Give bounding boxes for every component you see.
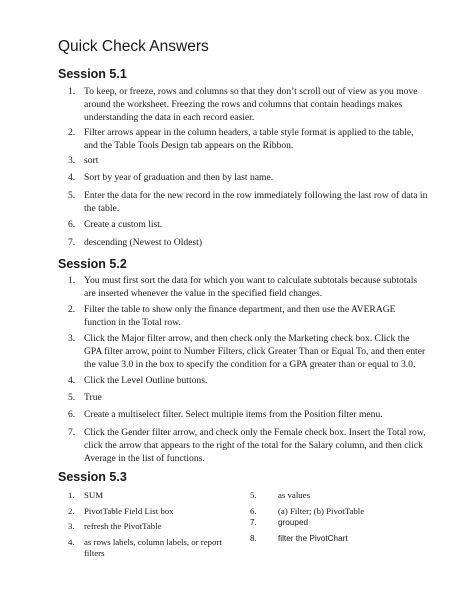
answer-text: grouped (278, 518, 309, 527)
answer-text: Click the Gender filter arrow, and check only the Female check box. Insert the Total row, click the arrow that appears to the right of the total for the Salary column, and then click Average in the list of functions. (84, 427, 426, 464)
section-heading-5-1: Session 5.1 (58, 67, 127, 81)
answer-text: Enter the data for the new record in the row immediately following the last row of data in the table. (84, 190, 428, 214)
answer-number: 3. (68, 333, 76, 344)
answer-text: refresh the PivotTable (84, 521, 162, 531)
answer-item (68, 427, 428, 465)
section-heading-5-3: Session 5.3 (58, 470, 127, 484)
answer-text: SUM (84, 490, 104, 500)
answer-text: sort (84, 155, 99, 166)
answer-number: 8. (250, 534, 257, 543)
answer-number: 7. (68, 237, 76, 248)
answer-item (68, 304, 428, 330)
answer-item (68, 409, 428, 422)
answer-text: True (84, 392, 102, 403)
answer-number: 4. (68, 537, 75, 547)
answer-text: Create a multiselect filter. Select multiple items from the Position filter menu. (84, 409, 383, 420)
answer-text: (a) Filter; (b) PivotTable (278, 506, 365, 516)
answer-item (250, 490, 410, 501)
answer-text: as rows labels, column labels, or report filters (84, 537, 222, 558)
answer-item (68, 190, 428, 216)
answer-item (68, 172, 428, 185)
answer-number: 2. (68, 127, 76, 138)
answer-number: 3. (68, 521, 75, 531)
answer-number: 5. (68, 392, 76, 403)
answer-number: 3. (68, 155, 76, 166)
answer-text: PivotTable Field List box (84, 506, 174, 516)
section-heading-5-2: Session 5.2 (58, 257, 127, 271)
answer-item (250, 517, 410, 528)
answer-text: You must first sort the data for which you want to calculate subtotals because subtotals are inserted whenever the value in the specified field changes. (84, 275, 418, 299)
answer-text: Filter the table to show only the finance department, and then use the AVERAGE function in the Total row. (84, 304, 396, 328)
answer-number: 4. (68, 375, 76, 386)
answer-item (68, 155, 428, 168)
answer-number: 7. (250, 518, 257, 527)
answer-item (68, 275, 428, 301)
answer-number: 5. (68, 190, 76, 201)
answer-text: Sort by year of graduation and then by last name. (84, 172, 274, 183)
answer-number: 4. (68, 172, 76, 183)
answer-item (68, 490, 233, 501)
answer-number: 2. (68, 506, 75, 516)
answer-text: as values (278, 490, 311, 500)
answer-item (68, 333, 428, 371)
answer-number: 6. (250, 506, 257, 516)
answer-number: 6. (68, 409, 76, 420)
answer-item (68, 392, 428, 405)
answer-text: Create a custom list. (84, 219, 163, 230)
answer-number: 1. (68, 490, 75, 500)
answer-text: descending (Newest to Oldest) (84, 237, 203, 248)
answer-item (250, 506, 410, 517)
answer-number: 1. (68, 275, 76, 286)
answer-item (68, 127, 428, 153)
answer-item (68, 219, 428, 232)
answer-text: filter the PivotChart (278, 534, 348, 543)
answer-number: 7. (68, 427, 76, 438)
answer-item (68, 237, 428, 250)
answer-text: Click the Level Outline buttons. (84, 375, 208, 386)
answer-number: 2. (68, 304, 76, 315)
answer-text: To keep, or freeze, rows and columns so that they don’t scroll out of view as you move around the worksheet. Freezing the rows and columns that contain headings makes understanding the data in each record easier. (84, 86, 418, 123)
answer-number: 5. (250, 490, 257, 500)
answer-text: Filter arrows appear in the column headers, a table style format is applied to the table, and the Table Tools Design tab appears on the Ribbon. (84, 127, 414, 151)
answer-text: Click the Major filter arrow, and then check only the Marketing check box. Click the GPA filter arrow, point to Number Filters, click Greater Than or Equal To, and then enter the value 3.0 in the box to specify the condition for a GPA greater than or equal to 3.0. (84, 333, 426, 370)
answer-item (250, 533, 410, 544)
answer-item (68, 506, 233, 517)
answer-item (68, 86, 428, 124)
page-title: Quick Check Answers (58, 38, 209, 55)
answer-number: 1. (68, 86, 76, 97)
answer-number: 6. (68, 219, 76, 230)
answer-item (68, 375, 428, 388)
answer-item (68, 521, 233, 532)
answer-item (68, 537, 233, 559)
